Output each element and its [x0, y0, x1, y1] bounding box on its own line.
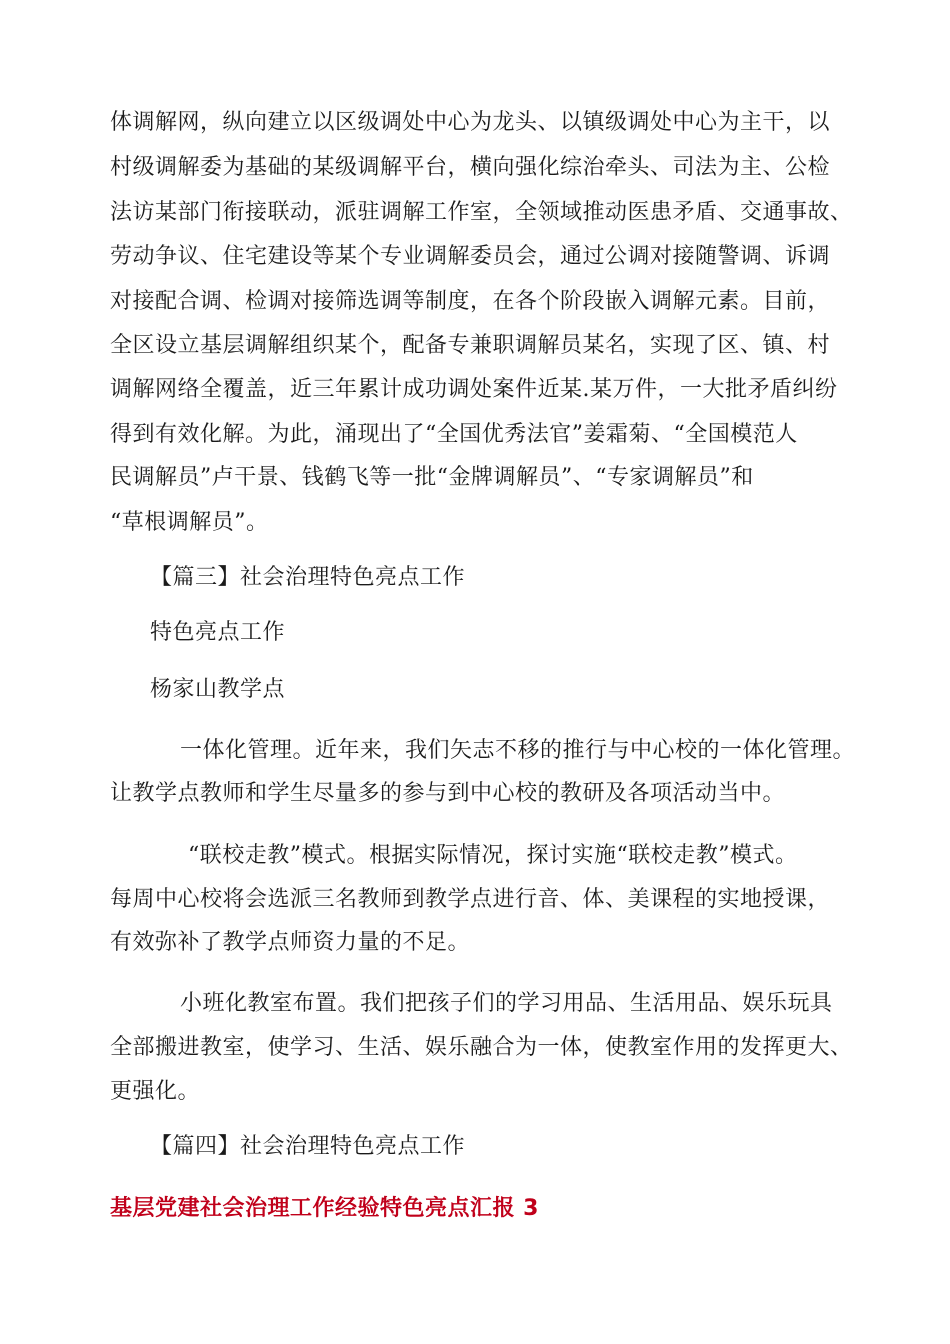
footer-title-link[interactable]: 基层党建社会治理工作经验特色亮点汇报 3 — [110, 1196, 539, 1221]
paragraph-line: 民调解员”卢干景、钱鹤飞等一批“金牌调解员”、“专家调解员”和 — [110, 465, 754, 490]
paragraph-line: 更强化。 — [110, 1079, 201, 1104]
paragraph-line: 一体化管理。近年来，我们矢志不移的推行与中心校的一体化管理。 — [180, 738, 856, 763]
paragraph-line: 每周中心校将会选派三名教师到教学点进行音、体、美课程的实地授课， — [110, 887, 831, 912]
paragraph-line: 对接配合调、检调对接筛选调等制度，在各个阶段嵌入调解元素。目前， — [110, 289, 831, 314]
subheading: 特色亮点工作 — [150, 620, 286, 645]
paragraph-line: 全区设立基层调解组织某个，配备专兼职调解员某名，实现了区、镇、村 — [110, 333, 831, 358]
paragraph-line: 有效弥补了教学点师资力量的不足。 — [110, 930, 471, 955]
subheading: 杨家山教学点 — [150, 677, 286, 702]
paragraph-line: 小班化教室布置。我们把孩子们的学习用品、生活用品、娱乐玩具 — [180, 991, 833, 1016]
paragraph-line: 体调解网，纵向建立以区级调处中心为龙头、以镇级调处中心为主干，以 — [110, 110, 831, 135]
paragraph-line: 让教学点教师和学生尽量多的参与到中心校的教研及各项活动当中。 — [110, 781, 786, 806]
section-heading: 【篇四】社会治理特色亮点工作 — [150, 1134, 466, 1159]
paragraph-line: “草根调解员”。 — [110, 510, 269, 535]
paragraph-line: “联校走教”模式。根据实际情况，探讨实施“联校走教”模式。 — [188, 843, 798, 868]
paragraph-line: 村级调解委为基础的某级调解平台，横向强化综治牵头、司法为主、公检 — [110, 155, 831, 180]
paragraph-line: 调解网络全覆盖，近三年累计成功调处案件近某.某万件，一大批矛盾纠纷 — [110, 377, 838, 402]
paragraph-line: 劳动争议、住宅建设等某个专业调解委员会，通过公调对接随警调、诉调 — [110, 244, 831, 269]
section-heading: 【篇三】社会治理特色亮点工作 — [150, 565, 466, 590]
paragraph-line: 得到有效化解。为此，涌现出了“全国优秀法官”姜霜菊、“全国模范人 — [110, 422, 798, 447]
paragraph-line: 全部搬进教室，使学习、生活、娱乐融合为一体，使教室作用的发挥更大、 — [110, 1035, 853, 1060]
paragraph-line: 法访某部门衔接联动，派驻调解工作室，全领域推动医患矛盾、交通事故、 — [110, 200, 853, 225]
